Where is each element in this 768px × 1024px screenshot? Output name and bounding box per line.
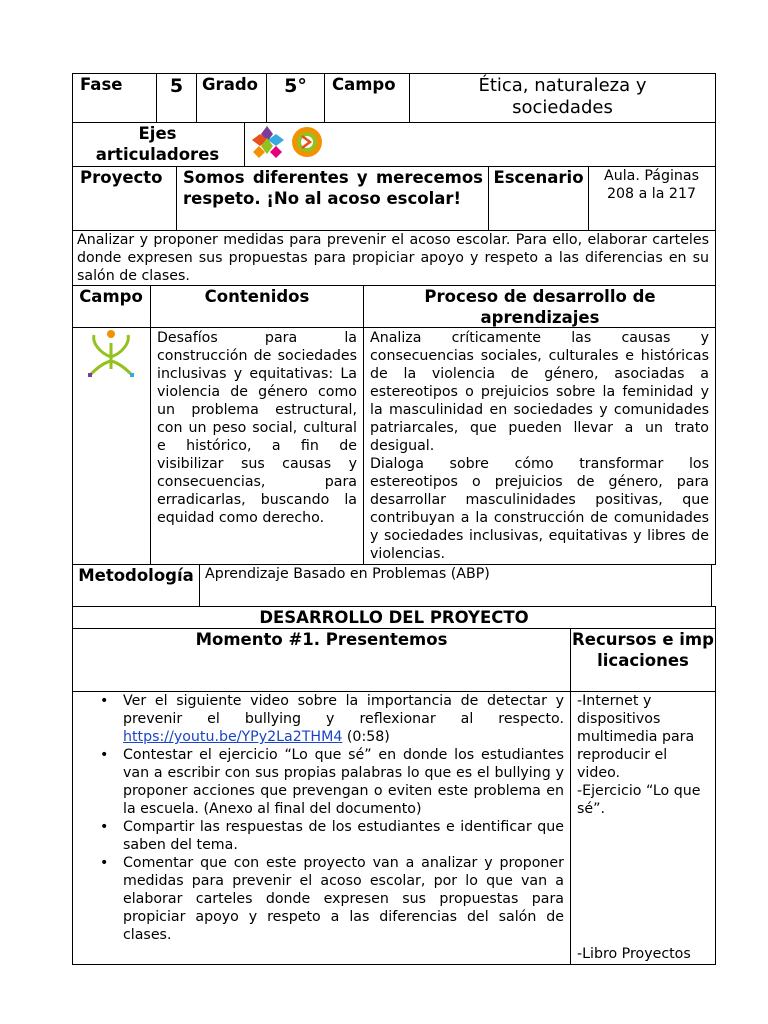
contenidos-header: Contenidos — [204, 287, 310, 306]
pda-text-1: Analiza críticamente las causas y consecuencias sociales, culturales e históricas de la violencia de género, asociadas a estereotipos o prejuicios sobre la feminidad y la masculinidad en sociedades y comunidades patriarcales, que pueden llevar a un trato desigual. — [370, 330, 709, 454]
item1-text: Ver el siguiente video sobre la importancia de detectar y prevenir el bullying y reflexionar al respecto. — [123, 693, 564, 727]
fase-value: 5 — [169, 75, 184, 97]
metodologia-label: Metodología — [78, 566, 194, 585]
pda-text-2: Dialoga sobre cómo transformar los estereotipos o prejuicios de género, para desarrollar masculinidades positivas, que contribuyan a la construcción de comunidades y sociedades inclusivas, equitativas y libres de violencias. — [370, 456, 709, 562]
list-item: • Comentar que con este proyecto van a analizar y proponer medidas para prevenir el acoso escolar, por lo que van a elaborar carteles donde expresen sus propuestas para propiciar apoyo y respeto a las diferencias del salón de clases. — [72, 854, 564, 944]
recurso-3: -Libro Proyectos — [577, 946, 691, 962]
video-link[interactable]: https://youtu.be/YPy2La2THM4 — [123, 729, 343, 745]
momento-title: Momento #1. Presentemos — [195, 630, 448, 649]
list-item: • Compartir las respuestas de los estudiantes e identificar que saben del tema. — [72, 818, 564, 854]
pda-header: Proceso de desarrollo de aprendizajes — [424, 287, 656, 327]
desarrollo-title: DESARROLLO DEL PROYECTO — [259, 608, 529, 627]
contenido-text: Desafíos para la construcción de sociedades inclusivas y equitativas: La violencia de género como un problema estructural, con un peso social, cultural e histórico, a fin de visibilizar sus causas y consecuencias, para erradicarlas, buscando la equidad como derecho. — [157, 330, 357, 526]
campo-value: Ética, naturaleza y sociedades — [478, 75, 647, 118]
campo-label: Campo — [332, 75, 396, 94]
proyecto-title: Somos diferentes y merecemos respeto. ¡No al acoso escolar! — [183, 168, 483, 208]
list-item — [72, 692, 564, 746]
recurso-1: -Internet y dispositivos multimedia para reproducir el video. — [577, 693, 695, 781]
campo-etica-icon — [86, 329, 138, 379]
fase-label: Fase — [80, 75, 123, 94]
objetivo-text: Analizar y proponer medidas para prevenir el acoso escolar. Para ello, elaborar carteles donde expresen sus propuestas para propiciar apoyo y respeto a las diferencias en su salón de clases. — [77, 232, 709, 284]
ejes-articuladores-icons — [250, 124, 328, 164]
campo-header: Campo — [79, 287, 143, 306]
actividades-list — [72, 692, 564, 944]
video-duration: (0:58) — [346, 729, 390, 745]
recurso-2: -Ejercicio “Lo que sé”. — [577, 783, 701, 817]
escenario-value: Aula. Páginas 208 a la 217 — [604, 168, 699, 202]
metodologia-value: Aprendizaje Basado en Problemas (ABP) — [205, 566, 490, 582]
recursos-header: Recursos e implicaciones — [572, 630, 714, 670]
ejes-logo-icon — [250, 124, 328, 164]
ejes-label: Ejes articuladores — [95, 124, 220, 164]
escenario-label: Escenario — [493, 168, 584, 187]
list-item: • Contestar el ejercicio “Lo que sé” en donde los estudiantes van a escribir con sus propias palabras lo que es el bullying y proponer acciones que prevengan o eviten este problema en la escuela. (Anexo al final del documento) — [72, 746, 564, 818]
grado-label: Grado — [202, 75, 258, 94]
grado-value: 5° — [284, 75, 307, 97]
etica-logo-icon — [86, 329, 138, 379]
proyecto-label: Proyecto — [80, 168, 163, 187]
